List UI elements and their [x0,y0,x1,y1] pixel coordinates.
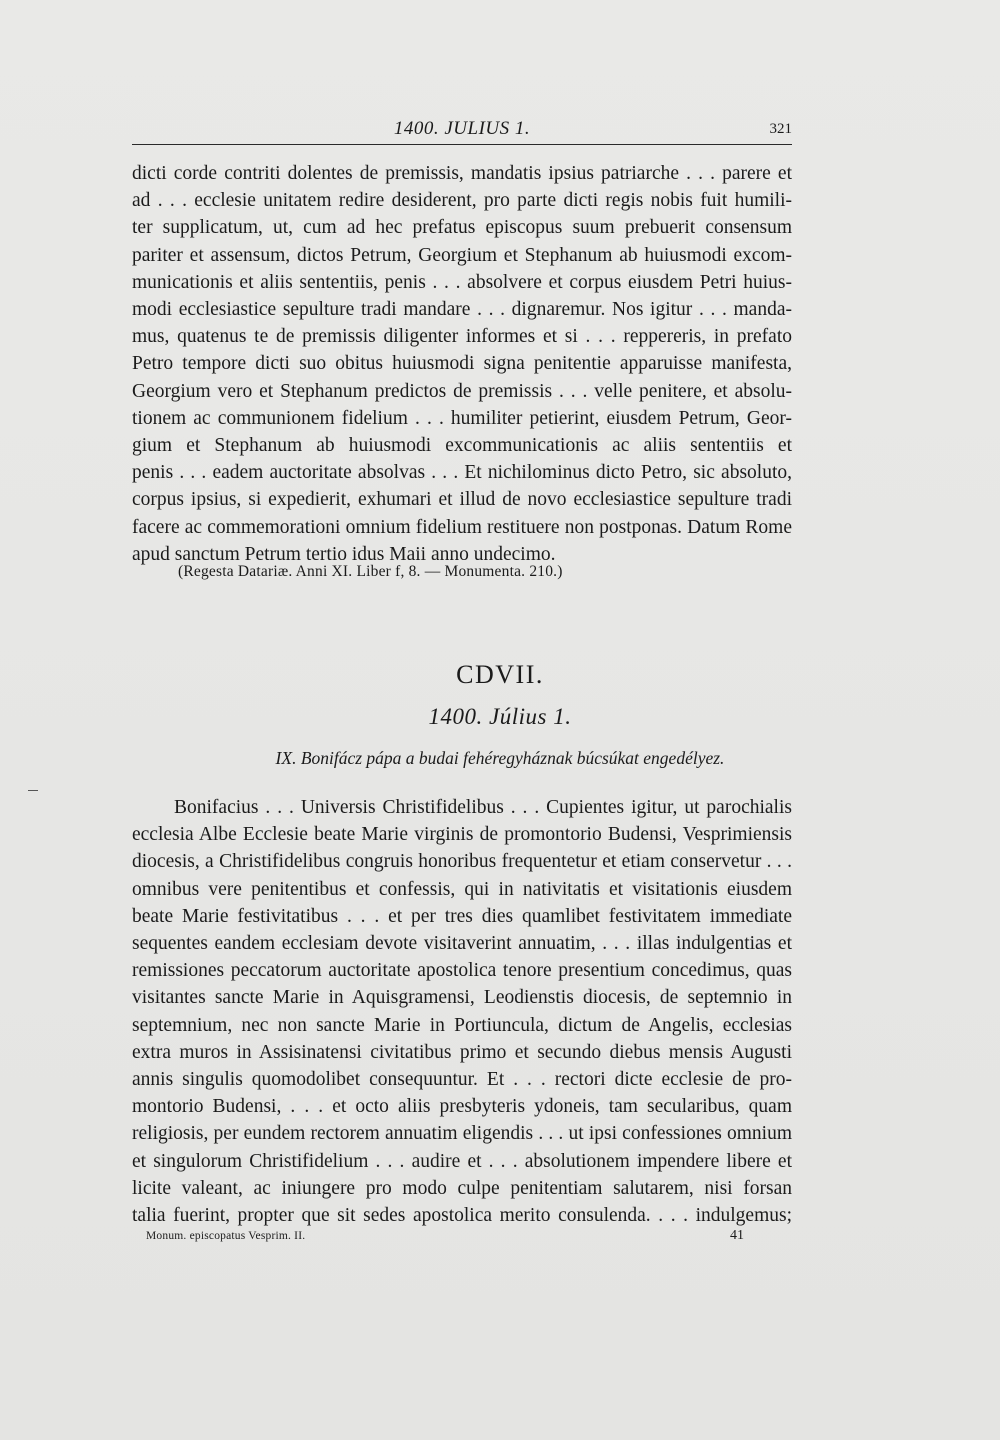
text-line: dicti corde contriti dolentes de premissis, mandatis ipsius patriarche . . . parere et [132,163,792,184]
text-line: licite valeant, ac iniungere pro modo culpe penitentiam salutarem, nisi forsan [132,1177,792,1199]
text-line: penis . . . eadem auctoritate absolvas . . . Et nichilominus dicto Petro, sic absoluto, [132,462,792,484]
text-line: ter supplicatum, ut, cum ad hec prefatus episcopus suum prebuerit consensum [132,217,792,239]
text-line: diocesis, a Christifidelibus congruis honoribus frequentetur et etiam conservetur . . . [132,851,792,873]
text-line: mus, quatenus te de premissis diligenter informes et si . . . reppereris, in prefato [132,326,792,348]
running-title: 1400. JULIUS 1. [393,118,531,139]
text-line: annis singulis quomodolibet consequuntur. Et . . . rectori dicte ecclesie de pro- [132,1069,792,1091]
continued-document-text [132,160,792,568]
document-date: 1400. Július 1. [428,704,572,729]
text-line: sequentes eandem ecclesiam devote visitaverint annuatim, . . . illas indulgentias et [132,933,792,955]
footer-signature: Monum. episcopatus Vesprim. II. [146,1230,306,1242]
header-rule [132,144,792,145]
text-line: beate Marie festivitatibus . . . et per tres dies quamlibet festivitatem immediate [132,905,792,927]
text-line: septemnium, nec non sancte Marie in Portiuncula, dictum de Angelis, ecclesias [132,1014,792,1036]
document-number: CDVII. [456,660,544,689]
document-text [132,794,792,1229]
text-line: apud sanctum Petrum tertio idus Maii anno undecimo. [132,543,556,565]
text-line: omnibus vere penitentibus et confessis, qui in nativitatis et visitationis eiusdem [132,878,792,900]
text-line: remissiones peccatorum auctoritate apostolica tenore presentium concedimus, quas [132,960,792,982]
text-line: extra muros in Assisinatensi civitatibus primo et secundo diebus mensis Augusti [132,1041,792,1063]
text-line: gium et Stephanum ab huiusmodi excommunicationis ac aliis sententiis et [132,435,792,457]
text-line: modi ecclesiastice sepulture tradi mandare . . . dignaremur. Nos igitur . . . manda- [132,299,792,321]
document-summary: IX. Bonifácz pápa a budai fehéregyháznak búcsúkat engedélyez. [275,748,725,768]
text-line: visitantes sancte Marie in Aquisgramensi, Leodienstis diocesis, de septemnio in [132,987,792,1009]
text-line: talia fuerint, propter que sit sedes apostolica merito consulenda. . . . indulgemus; [132,1205,792,1227]
source-note: (Regesta Datariæ. Anni XI. Liber f, 8. — Monumenta. 210.) [178,563,563,580]
text-line: tionem ac communionem fidelium . . . humiliter petierint, eiusdem Petrum, Geor- [132,407,792,429]
margin-mark [28,790,38,791]
text-line: et singulorum Christifidelium . . . audire et . . . absolutionem impendere libere et [132,1150,792,1172]
text-line: corpus ipsius, si expedierit, exhumari et illud de novo ecclesiastice sepulture tradi [132,489,792,511]
text-line: ad . . . ecclesie unitatem redire desiderent, pro parte dicti regis nobis fuit humili- [132,190,792,212]
text-line: municationis et aliis sententiis, penis . . . absolvere et corpus eiusdem Petri huius- [132,271,792,293]
text-line: religiosis, per eundem rectorem annuatim eligendis . . . ut ipsi confessiones omnium [132,1123,792,1145]
text-line: montorio Budensi, . . . et octo aliis presbyteris ydoneis, tam secularibus, quam [132,1096,792,1118]
text-line: pariter et assensum, dictos Petrum, Georgium et Stephanum ab huiusmodi excom- [132,244,792,266]
text-line: Georgium vero et Stephanum predictos de premissis . . . velle penitere, et absolu- [132,380,792,402]
text-line: Bonifacius . . . Universis Christifidelibus . . . Cupientes igitur, ut parochialis [174,797,792,818]
text-line: Petro tempore dicti suo obitus huiusmodi signa penitentie apparuisse manifesta, [132,353,792,375]
text-line: ecclesia Albe Ecclesie beate Marie virginis de promontorio Budensi, Vesprimiensis [132,824,792,846]
sheet-number: 41 [730,1228,744,1243]
running-header [132,118,792,144]
text-line: facere ac commemorationi omnium fidelium restituere non postponas. Datum Rome [132,516,792,538]
page-number: 321 [769,121,792,137]
